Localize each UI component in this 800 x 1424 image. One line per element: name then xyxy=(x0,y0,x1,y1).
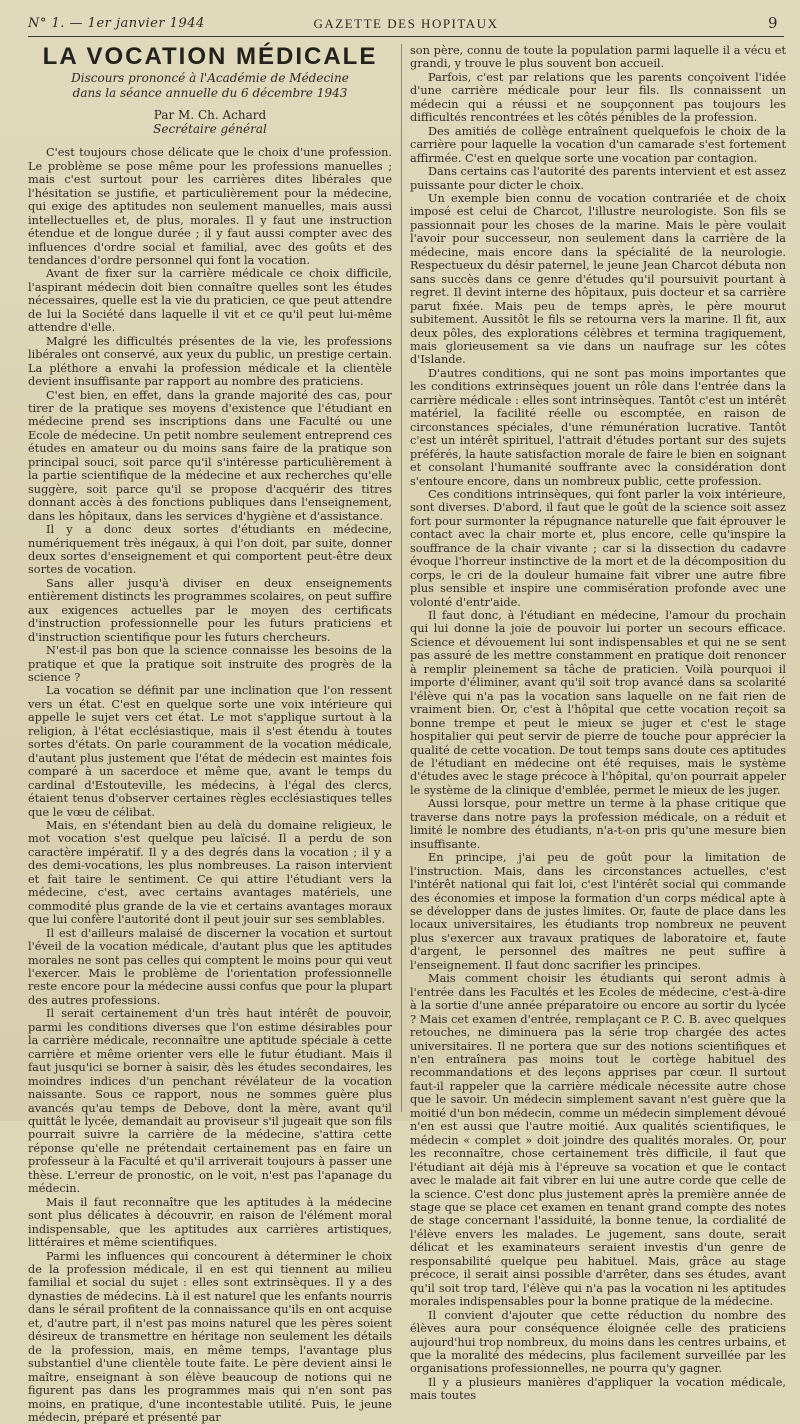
paragraph: Il est d'ailleurs malaisé de discerner la vocation et surtout l'éveil de la vocation médicale, d'autant plus que les aptitudes morales ne sont pas celles qui comptent le moins pour qui veut l'exercer. Mais le problème de l'orientation professionnelle reste encore pour la médecine aussi confus que pour la plupart des autres professions. xyxy=(28,926,392,1007)
article-heading xyxy=(28,43,392,136)
paragraph: La vocation se définit par une inclination que l'on ressent vers un état. C'est en quelque sorte une voix intérieure qui appelle le sujet vers cet état. Le mot s'applique surtout à la religion, à l'état ecclésiastique, mais il s'est étendu à toutes sortes d'états. On parle couramment de la vocation médicale, d'autant plus justement que l'état de médecin est maintes fois comparé à un sacerdoce et même que, avant le temps du cardinal d'Estouteville, les médecins, à l'égal des clercs, étaient tenus d'observer certaines règles ecclésiastiques telles que le vœu de célibat. xyxy=(28,684,392,819)
left-column xyxy=(28,43,393,1424)
paragraph: Parmi les influences qui concourent à déterminer le choix de la profession médicale, il en est qui tiennent au milieu familial et social du sujet : elles sont extrinsèques. Il y a des dynasties de médecins. Là il est naturel que les enfants nourris dans le sérail profitent de la connaissance qu'ils en ont acquise et, d'autre part, il n'est pas moins naturel que les pères soient désireux de transmettre en héritage non seulement les détails de la profession, mais, en même temps, l'avantage plus substantiel d'une clientèle toute faite. Le père devient ainsi le maître, enseignant à son élève beaucoup de notions qui ne figurent pas dans les programmes mais qui n'en sont pas moins, en pratique, d'une incontestable utilité. Puis, le jeune médecin, préparé et présenté par xyxy=(28,1249,392,1424)
paragraph: En principe, j'ai peu de goût pour la limitation de l'instruction. Mais, dans les circonstances actuelles, c'est l'intérêt national qui fait loi, c'est l'intérêt social qui commande des économies et impose la formation d'un corps médical apte à se développer dans de justes limites. Or, faute de place dans les locaux universitaires, les étudiants trop nombreux ne peuvent plus s'exercer aux travaux pratiques de laboratoire et, faute d'argent, le personnel des maîtres ne peut suffire à l'enseignement. Il faut donc sacrifier les principes. xyxy=(410,851,786,972)
paragraph: Il faut donc, à l'étudiant en médecine, l'amour du prochain qui lui donne la joie de pouvoir lui porter un secours efficace. Science et dévouement lui sont indispensables et qui ne se sent pas assuré de les mettre constamment en pratique doit renoncer à remplir pleinement sa tâche de praticien. Voilà pourquoi il importe d'éliminer, avant qu'il soit trop avancé dans sa scolarité l'élève qui n'a pas la vocation sans laquelle on ne fait rien de vraiment bien. Or, c'est à l'hôpital que cette vocation reçoit sa bonne trempe et peut le mieux se juger et c'est le stage hospitalier qui peut servir de pierre de touche pour apprécier la qualité de cette vocation. De tout temps sans doute ces aptitudes de l'étudiant en médecine ont été requises, mais le système d'études avec le stage précoce à l'hôpital, qu'on pourrait appeler le système de la clinique d'emblée, permet le mieux de les juger. xyxy=(410,609,786,797)
paragraph: D'autres conditions, qui ne sont pas moins importantes que les conditions extrinsèques jouent un rôle dans l'entrée dans la carrière médicale : elles sont intrinsèques. Tantôt c'est un intérêt matériel, la facilité réelle ou escomptée, en raison de circonstances spéciales, d'une rémunération lucrative. Tantôt c'est un intérêt spirituel, l'attrait d'études portant sur des sujets préférés, la haute satisfaction morale de faire le bien en soignant et consolant l'humanité souffrante avec la considération dont s'entoure encore, dans un nombreux public, cette profession. xyxy=(410,366,786,488)
right-column xyxy=(410,44,786,1403)
paragraph: Dans certains cas l'autorité des parents intervient et est assez puissante pour dicter le choix. xyxy=(410,165,786,192)
paragraph: Sans aller jusqu'à diviser en deux enseignements entièrement distincts les programmes scolaires, on peut suffire aux exigences actuelles par le moyen des certificats d'instruction professionnelle pour les futurs praticiens et d'instruction scientifique pour les futurs chercheurs. xyxy=(28,576,392,644)
paragraph: Il y a donc deux sortes d'étudiants en médecine, numériquement très inégaux, à qui l'on doit, par suite, donner deux sortes d'enseignement et qui comportent peut-être deux sortes de vocation. xyxy=(28,523,392,577)
paragraph: C'est toujours chose délicate que le choix d'une profession. Le problème se pose même pour les professions manuelles ; mais c'est surtout pour les carrières dites libérales que l'hésitation se justifie, et particulièrement pour la médecine, qui exige des aptitudes non seulement manuelles, mais aussi intellectuelles et, de plus, morales. Il y faut une instruction étendue et de longue durée ; il y faut aussi compter avec des influences d'ordre social et familial, avec des goûts et des tendances d'ordre personnel qui font la vocation. xyxy=(28,146,392,267)
paragraph: Un exemple bien connu de vocation contrariée et de choix imposé est celui de Charcot, l'illustre neurologiste. Son fils se passionnait pour les choses de la marine. Mais le père voulait l'avoir pour successeur, non seulement dans la carrière de la médecine, mais encore dans la spécialité de la neurologie. Respectueux du désir paternel, le jeune Jean Charcot débuta non sans succès dans ce genre d'études qu'il poursuivit pourtant à regret. Il devint interne des hôpitaux, puis docteur et sa carrière parut fixée. Mais peu de temps après, le père mourut subitement. Aussitôt le fils se retourna vers la marine. Il fit, aux deux pôles, des explorations célèbres et termina tragiquement, mais glorieusement sa vie dans un naufrage sur les côtes d'Islande. xyxy=(410,191,786,367)
journal-title: GAZETTE DES HOPITAUX xyxy=(313,16,499,31)
paragraph: Il serait certainement d'un très haut intérêt de pouvoir, parmi les conditions diverses que l'on estime désirables pour la carrière médicale, reconnaître une aptitude spéciale à cette carrière et même orienter vers elle le futur étudiant. Mais il faut jusqu'ici se borner à saisir, dès les études secondaires, les moindres indices d'un penchant révélateur de la vocation naissante. Sous ce rapport, nous ne sommes guère plus avancés qu'au temps de Debove, dont la mère, avant qu'il quittât le lycée, demandait au proviseur s'il jugeait que son fils pourrait suivre la carrière de la médecine, s'attira cette réponse qu'elle ne prétendait certainement pas en faire un professeur à la Faculté et qu'il arriverait toujours à passer une thèse. L'erreur de pronostic, on le voit, n'est pas l'apanage du médecin. xyxy=(28,1007,392,1196)
article-title: LA VOCATION MÉDICALE xyxy=(42,43,378,70)
paragraph: Aussi lorsque, pour mettre un terme à la phase critique que traverse dans notre pays la profession médicale, on a réduit et limité le nombre des étudiants, n'a-t-on pris qu'une mesure bien insuffisante. xyxy=(410,797,786,851)
running-header xyxy=(28,14,784,37)
author-role: Secrétaire général xyxy=(153,121,267,136)
paragraph: Parfois, c'est par relations que les parents conçoivent l'idée d'une carrière médicale pour leur fils. Ils connaissent un médecin qui a réussi et ne soupçonnent pas toujours les difficultés rencontrées et les côtés pénibles de la profession. xyxy=(410,70,786,125)
paragraph: Mais comment choisir les étudiants qui seront admis à l'entrée dans les Facultés et les Ecoles de médecine, c'est-à-dire à la sortie d'une année préparatoire ou encore au sortir du lycée ? Mais cet examen d'entrée, remplaçant ce P. C. B. avec quelques retouches, ne diminuera pas la série trop chargée des actes universitaires. Il ne portera que sur des notions scientifiques et n'en entraînera pas moins tout le cortège habituel des recommandations et des leçons apprises par cœur. Il surtout faut-il rappeler que la carrière médicale nécessite autre chose que le savoir. Un médecin simplement savant n'est guère que la moitié d'un bon médecin, comme un médecin simplement dévoué n'en est aussi que l'autre moitié. Aux qualités scientifiques, le médecin « complet » doit joindre des qualités morales. Or, pour les reconnaître, chose certainement très difficile, il faut que l'étudiant ait déjà mis à l'épreuve sa vocation et que le contact avec le malade ait fait vibrer en lui une autre corde que celle de la science. C'est donc plus justement après la première année de stage que se place cet examen en tenant grand compte des notes de stage concernant l'assiduité, la bonne tenue, la cordialité de l'élève envers les malades. Le jugement, sans doute, serait délicat et les examinateurs seraient investis d'un genre de responsabilité quelque peu habituel. Mais, grâce au stage précoce, il serait ainsi possible d'arrêter, dans ses études, avant qu'il soit trop tard, l'élève qui n'a pas la vocation ni les aptitudes morales indispensables pour la bonne pratique de la médecine. xyxy=(410,972,786,1309)
paragraph: Des amitiés de collège entraînent quelquefois le choix de la carrière pour laquelle la vocation d'un camarade s'est fortement affirmée. C'est en quelque sorte une vocation par contagion. xyxy=(410,124,786,165)
paragraph: Mais il faut reconnaître que les aptitudes à la médecine sont plus délicates à découvrir, en raison de l'élément moral indispensable, que les aptitudes aux carrières artistiques, littéraires et même scientifiques. xyxy=(28,1195,392,1250)
paragraph: Mais, en s'étendant bien au delà du domaine religieux, le mot vocation s'est quelque peu laïcisé. Il a perdu de son caractère impératif. Il y a des degrés dans la vocation ; il y a des demi-vocations, les plus nombreuses. La raison intervient et fait taire le sentiment. Ce qui attire l'étudiant vers la médecine, c'est, avec certains avantages matériels, une commodité plus grande de la vie et certains avantages moraux que lui confère l'autorité dont il peut jouir sur ses semblables. xyxy=(28,819,392,927)
paragraph: Malgré les difficultés présentes de la vie, les professions libérales ont conservé, aux yeux du public, un prestige certain. La pléthore a envahi la profession médicale et la clientèle devient insuffisante par rapport au nombre des praticiens. xyxy=(28,334,392,389)
page-number: 9 xyxy=(767,14,778,32)
left-column-body xyxy=(28,146,392,1424)
paragraph: Avant de fixer sur la carrière médicale ce choix difficile, l'aspirant médecin doit bien connaître quelles sont les études nécessaires, quelle est la vie du praticien, ce que peut attendre de lui la Société dans laquelle il vit et ce qu'il peut lui-même attendre d'elle. xyxy=(28,267,393,335)
paragraph: son père, connu de toute la population parmi laquelle il a vécu et grandi, y trouve le plus souvent bon accueil. xyxy=(410,44,786,71)
paragraph: Il y a plusieurs manières d'appliquer la vocation médicale, mais toutes xyxy=(410,1375,786,1403)
paragraph: N'est-il pas bon que la science connaisse les besoins de la pratique et que la pratique soit instruite des progrès de la science ? xyxy=(28,644,392,685)
paragraph: C'est bien, en effet, dans la grande majorité des cas, pour tirer de la pratique ses moyens d'existence que l'étudiant en médecine prend ses inscriptions dans une Faculté ou une Ecole de médecine. Un petit nombre seulement entreprend ces études en amateur ou du moins sans faire de la pratique son principal souci, soit parce qu'il s'intéresse particulièrement à la partie scientifique de la médecine et aux recherches qu'elle suggère, soit parce qu'il se propose d'acquérir des titres donnant accès à des fonctions publiques dans l'enseignement, dans les hôpitaux, dans les services d'hygiène et d'assistance. xyxy=(28,388,392,523)
paragraph: Ces conditions intrinsèques, qui font parler la voix intérieure, sont diverses. D'abord, il faut que le goût de la science soit assez fort pour surmonter la répugnance naturelle que fait éprouver le contact avec la chair morte et, plus encore, celle qu'inspire la souffrance de la chair vivante ; car si la dissection du cadavre évoque l'horreur instinctive de la mort et de la décomposition du corps, le cri de la douleur humaine fait vibrer une autre fibre plus sensible et inspire une commisération profonde avec une volonté d'entr'aide. xyxy=(410,487,786,609)
article-subtitle-line-2: dans la séance annuelle du 6 décembre 1943 xyxy=(72,86,348,101)
article-subtitle-line-1: Discours prononcé à l'Académie de Médecine xyxy=(71,71,349,86)
column-divider xyxy=(401,44,402,1112)
paragraph: Il convient d'ajouter que cette réduction du nombre des élèves aura pour conséquence éloignée celle des praticiens aujourd'hui trop nombreux, du moins dans les centres urbains, et que la moralité des médecins, plus facilement surveillée par les organisations professionnelles, ne pourra qu'y gagner. xyxy=(410,1308,786,1376)
article-author: Par M. Ch. Achard xyxy=(153,108,267,123)
issue-date: N° 1. — 1er janvier 1944 xyxy=(28,16,205,31)
right-column-body xyxy=(410,44,786,1403)
